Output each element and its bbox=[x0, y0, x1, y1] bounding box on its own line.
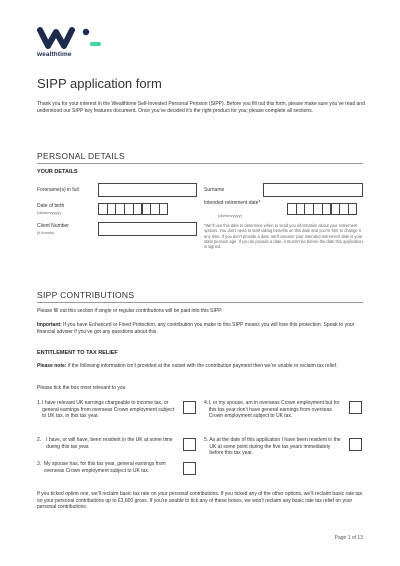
option-number: 3. bbox=[37, 461, 42, 467]
option-text: As at the date of this application I have been resident in the UK at some point during the five tax years immediately before this tax year. bbox=[209, 437, 341, 457]
option-1-checkbox[interactable] bbox=[183, 401, 196, 414]
dob-format-hint: (dd/mm/yyyy) bbox=[37, 210, 61, 215]
option-number: 4. bbox=[204, 400, 209, 406]
retirement-date-format-hint: (dd/mm/yyyy) bbox=[218, 213, 242, 218]
section-divider bbox=[37, 302, 363, 303]
surname-label: Surname bbox=[204, 187, 225, 193]
wealthtime-logo bbox=[37, 26, 107, 62]
important-notice bbox=[37, 322, 367, 335]
wealthtime-wordmark: wealthtime bbox=[37, 51, 72, 58]
your-details-heading: YOUR DETAILS bbox=[37, 169, 78, 175]
important-label: Important: bbox=[37, 322, 62, 328]
dob-label: Date of birth bbox=[37, 203, 65, 209]
option-number: 2. bbox=[37, 437, 42, 443]
option-5-checkbox[interactable] bbox=[349, 438, 362, 451]
client-number-label: Client Number bbox=[37, 223, 69, 229]
client-number-field[interactable] bbox=[98, 222, 197, 236]
tax-relief-footer-note: If you ticked option one, we’ll reclaim basic tax rate on your personal contributions. If you ticked any of the other options, we’ll reclaim basic rate tax on your personal contributions up to £3,600 gross. If you’re unable to tick any of these boxes, we won’t reclaim any basic rate tax relief on your personal contributions. bbox=[37, 491, 363, 511]
retirement-date-note: *We’ll use this date to determine when to send you information about your retirement options. You don’t need to start taking benefits on this date and you’re free to change it any time. If you don’t provide a date, we’ll assume your intended retirement date is your state pension age. If you do provide a date, it mustn’t be before the date this application is signed. bbox=[204, 223, 363, 250]
client-number-hint: (if known) bbox=[37, 230, 55, 235]
please-note-label: Please note: bbox=[37, 363, 67, 369]
option-number: 1. bbox=[37, 400, 42, 406]
option-text: I, or my spouse, am in overseas Crown employment but for this tax year don’t have general earnings from overseas Crown employment subject to UK tax. bbox=[208, 400, 340, 420]
forenames-label: Forename(s) in full bbox=[37, 187, 79, 193]
page-number: Page 1 of 13 bbox=[334, 535, 363, 541]
sipp-contributions-heading: SIPP CONTRIBUTIONS bbox=[37, 290, 135, 300]
retirement-year-digit[interactable] bbox=[348, 203, 358, 215]
wealthtime-logo-mark bbox=[37, 26, 103, 50]
option-text: My spouse has, for this tax year, general earnings from overseas Crown employment subject to UK tax. bbox=[43, 461, 166, 474]
option-2 bbox=[37, 437, 177, 450]
contributions-fill-note: Please fill out this section if single or regular contributions will be paid into this SIPP. bbox=[37, 308, 223, 314]
intro-text: Thank you for your interest in the Wealthtime Self-Invested Personal Pension (SIPP). Before you fill out this form, please make sure you’ve read and understood our SIPP key features document. Once you’ve decided it’s the right product for you; please complete all sections. bbox=[37, 101, 365, 114]
dob-year-digit[interactable] bbox=[159, 203, 169, 215]
please-note bbox=[37, 363, 367, 370]
retirement-date-field[interactable] bbox=[287, 203, 357, 215]
important-text: If you have Enhanced or Fixed Protection, any contribution you make to this SIPP means you will lose this protection. Speak to your financial adviser if you’ve got any questions about this. bbox=[37, 322, 355, 335]
option-3-checkbox[interactable] bbox=[183, 462, 196, 475]
forenames-field[interactable] bbox=[98, 183, 197, 197]
surname-field[interactable] bbox=[263, 183, 363, 197]
retirement-date-label: Intended retirement date* bbox=[204, 200, 261, 206]
section-divider bbox=[37, 163, 363, 164]
page-title: SIPP application form bbox=[37, 76, 162, 91]
option-text: I have, or will have, been resident in the UK at some time during this tax year. bbox=[46, 437, 173, 450]
dob-field[interactable] bbox=[98, 203, 168, 215]
option-2-checkbox[interactable] bbox=[183, 438, 196, 451]
option-number: 5. bbox=[204, 437, 209, 443]
option-3 bbox=[37, 461, 177, 474]
option-4 bbox=[204, 400, 342, 420]
tick-instruction: Please tick the box most relevant to you bbox=[37, 385, 126, 391]
personal-details-heading: PERSONAL DETAILS bbox=[37, 151, 125, 161]
please-note-text: if the following information isn’t provided at the outset with the contribution payment then we’re unable to reclaim tax relief. bbox=[67, 363, 338, 369]
entitlement-heading: ENTITLEMENT TO TAX RELIEF bbox=[37, 350, 118, 356]
option-5 bbox=[204, 437, 342, 457]
option-text: I have relevant UK earnings chargeable to income tax, or general earnings from overseas Crown employment subject to UK tax, in this tax year. bbox=[42, 400, 175, 420]
option-4-checkbox[interactable] bbox=[349, 401, 362, 414]
option-1 bbox=[37, 400, 177, 420]
